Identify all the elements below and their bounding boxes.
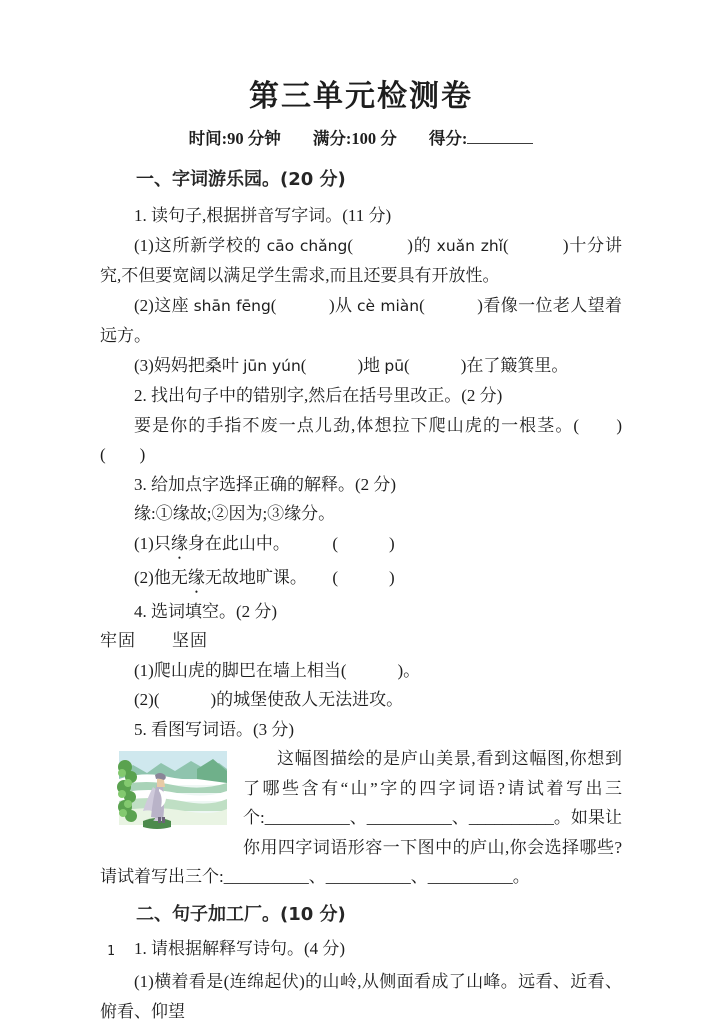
page-content	[100, 78, 622, 1024]
score-blank-line	[467, 140, 533, 144]
section-two-heading: 二、句子加工厂。(10 分)	[136, 903, 346, 925]
q2-sentence: 要是你的手指不废一点儿劲,体想拉下爬山虎的一根茎。( )( )	[100, 415, 622, 464]
exam-meta-line	[100, 127, 622, 151]
q3-stem: 3. 给加点字选择正确的解释。(2 分)	[134, 474, 397, 494]
section-one	[100, 165, 622, 892]
q5-block	[100, 744, 622, 892]
exam-time: 时间:90 分钟	[188, 129, 281, 148]
s2-q1-item-1: (1)横着看是(连绵起伏)的山岭,从侧面看成了山峰。远看、近看、俯看、仰望	[100, 972, 622, 1021]
q3-gloss: 缘:①缘故;②因为;③缘分。	[134, 504, 336, 523]
q4-item-2: (2)( )的城堡使敌人无法进攻。	[134, 690, 404, 709]
section-two	[100, 900, 622, 1024]
q5-prompt: 这幅图描绘的是庐山美景,看到这幅图,你想到了哪些含有“山”字的四字词语?请试着写出三个:__________、__________、__________。如果让你用四字词语形容一下图中的庐山,你会选择哪些?请试着写出三个:__________、__________、__________。	[100, 749, 622, 886]
q2-stem: 2. 找出句子中的错别字,然后在括号里改正。(2 分)	[134, 386, 503, 405]
q1-item-3: (3)妈妈把桑叶 jūn yún( )地 pū( )在了簸箕里。	[134, 355, 569, 375]
s2-q1-stem: 1. 请根据解释写诗句。(4 分)	[134, 938, 346, 958]
q1-item-2: (2)这座 shān fēng( )从 cè miàn( )看像一位老人望着远方。	[100, 295, 622, 345]
page-number: 1	[107, 944, 115, 959]
exam-score-label: 得分:	[429, 129, 534, 148]
q3-item-1: (1)只缘身在此山中。 ( )	[134, 533, 395, 553]
q4-stem: 4. 选词填空。(2 分)	[134, 601, 278, 621]
q1-stem: 1. 读句子,根据拼音写字词。(11 分)	[134, 206, 392, 225]
lushan-poet-illustration	[113, 749, 229, 833]
section-one-heading: 一、字词游乐园。(20 分)	[136, 169, 346, 190]
exam-full-score: 满分:100 分	[312, 129, 397, 148]
page-title: 第三单元检测卷	[249, 80, 473, 113]
q4-item-1: (1)爬山虎的脚巴在墙上相当( )。	[134, 660, 421, 680]
q1-item-1: (1)这所新学校的 cāo chǎng( )的 xuǎn zhǐ( )十分讲究,不但要宽阔以满足学生需求,而且还要具有开放性。	[100, 235, 622, 285]
q3-item-2: (2)他无缘无故地旷课。 ( )	[134, 567, 395, 587]
q4-word-bank: 牢固 坚固	[100, 631, 208, 650]
q5-stem: 5. 看图写词语。(3 分)	[134, 719, 295, 739]
